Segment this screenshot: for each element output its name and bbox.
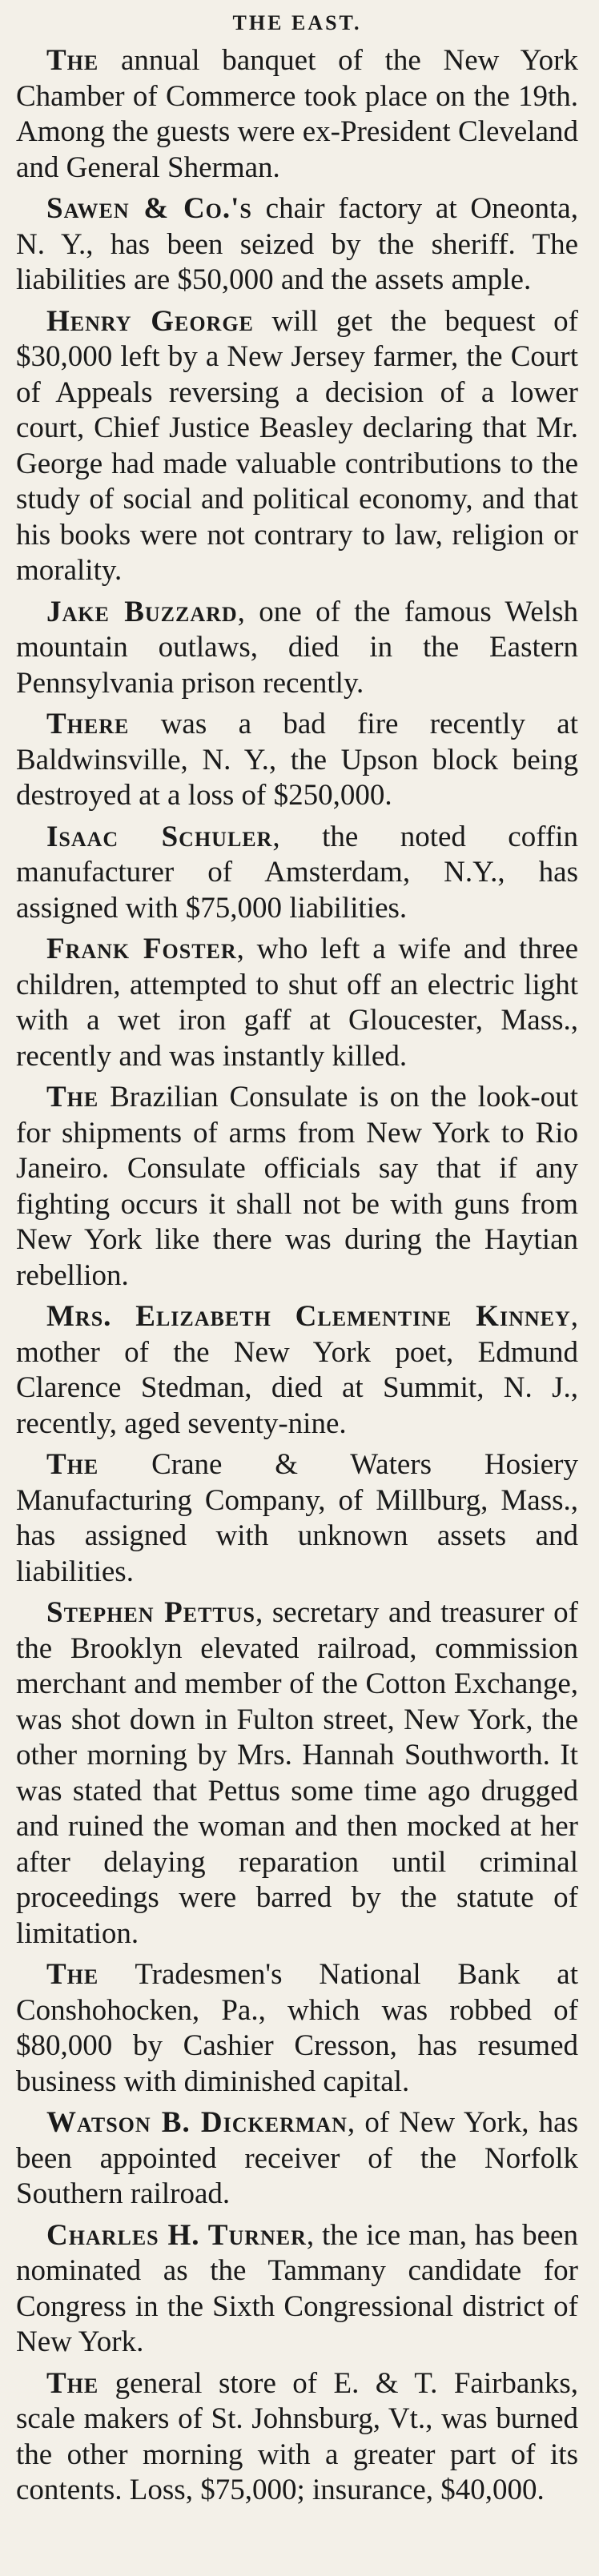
news-item (16, 1080, 578, 1294)
news-item (16, 932, 578, 1074)
item-text: , the ice man, has been nominated as the Tammany candidate for Congress in the Sixth Congressional district of New York. (16, 2218, 578, 2358)
news-item (16, 1595, 578, 1952)
item-text: , one of the famous Welsh mountain outlaws, died in the Eastern Pennsylvania prison recently. (16, 595, 578, 700)
news-item (16, 595, 578, 702)
item-text: Crane & Waters Hosiery Manufacturing Company, of Millburg, Mass., has assigned with unknown assets and liabilities. (16, 1448, 578, 1588)
item-lead: Frank Foster (46, 933, 237, 965)
item-text: will get the bequest of $30,000 left by a New Jersey farmer, the Court of Appeals reversing a decision of a lower court, Chief Justice Beasley declaring that Mr. George had made valuable contributions to the study of social and political economy, and that his books were not contrary to law, religion or morality. (16, 304, 578, 587)
news-item (16, 304, 578, 589)
item-text: , who left a wife and three children, attempted to shut off an electric light with a wet iron gaff at Gloucester, Mass., recently and was instantly killed. (16, 933, 578, 1073)
news-item (16, 1299, 578, 1442)
item-lead: The (46, 44, 99, 77)
item-text: was a bad fire recently at Baldwinsville, N. Y., the Upson block being destroyed at a loss of $250,000. (16, 708, 578, 812)
item-text: , mother of the New York poet, Edmund Clarence Stedman, died at Summit, N. J., recently, aged seventy-nine. (16, 1300, 578, 1440)
news-item (16, 1447, 578, 1590)
news-item (16, 707, 578, 814)
item-lead: Jake Buzzard (46, 595, 238, 628)
item-lead: Stephen Pettus (46, 1596, 255, 1629)
item-lead: The (46, 1958, 99, 1991)
news-item (16, 2105, 578, 2213)
item-text: annual banquet of the New York Chamber of Commerce took place on the 19th. Among the guests were ex-President Cleveland and General Sherman. (16, 44, 578, 184)
item-text: , of New York, has been appointed receiver of the Norfolk Southern railroad. (16, 2106, 578, 2210)
item-lead: The (46, 1081, 99, 1113)
item-lead: Isaac Schuler (46, 820, 273, 853)
item-lead: Henry George (46, 304, 254, 338)
item-lead: The (46, 2366, 99, 2400)
news-item (16, 43, 578, 186)
news-item (16, 820, 578, 927)
item-text: Brazilian Consulate is on the look-out for shipments of arms from New York to Rio Janeiro. Consulate officials say that if any fighting occurs it shall not be with guns from New York like there was during the Haytian rebellion. (16, 1081, 578, 1292)
news-item (16, 191, 578, 299)
item-lead: There (46, 708, 130, 740)
news-item (16, 2218, 578, 2361)
item-text: , the noted coffin manufacturer of Amsterdam, N.Y., has assigned with $75,000 liabilities. (16, 820, 578, 925)
item-lead: Sawen & Co.'s (46, 192, 252, 225)
news-item (16, 1957, 578, 2100)
item-lead: The (46, 1448, 99, 1481)
item-text: , secretary and treasurer of the Brooklyn elevated railroad, commission merchant and member of the Cotton Exchange, was shot down in Fulton street, New York, the other morning by Mrs. Hannah Southworth. It was stated that Pettus some time ago drugged and ruined the woman and then mocked at her after delaying reparation until criminal proceedings were barred by the statute of limitation. (16, 1596, 578, 1950)
item-text: general store of E. & T. Fairbanks, scale makers of St. Johnsburg, Vt., was burned the other morning with a greater part of its contents. Loss, $75,000; insurance, $40,000. (16, 2366, 578, 2506)
item-text: Tradesmen's National Bank at Conshohocken, Pa., which was robbed of $80,000 by Cashier Cresson, has resumed business with diminished capital. (16, 1958, 578, 2098)
item-text: chair factory at Oneonta, N. Y., has been seized by the sheriff. The liabilities are $50,000 and the assets ample. (16, 192, 578, 296)
news-item (16, 2366, 578, 2509)
item-lead: Charles H. Turner (46, 2218, 307, 2252)
section-heading: THE EAST. (232, 11, 362, 34)
item-lead: Watson B. Dickerman (46, 2106, 348, 2139)
item-lead: Mrs. Elizabeth Clementine Kinney (46, 1300, 571, 1333)
